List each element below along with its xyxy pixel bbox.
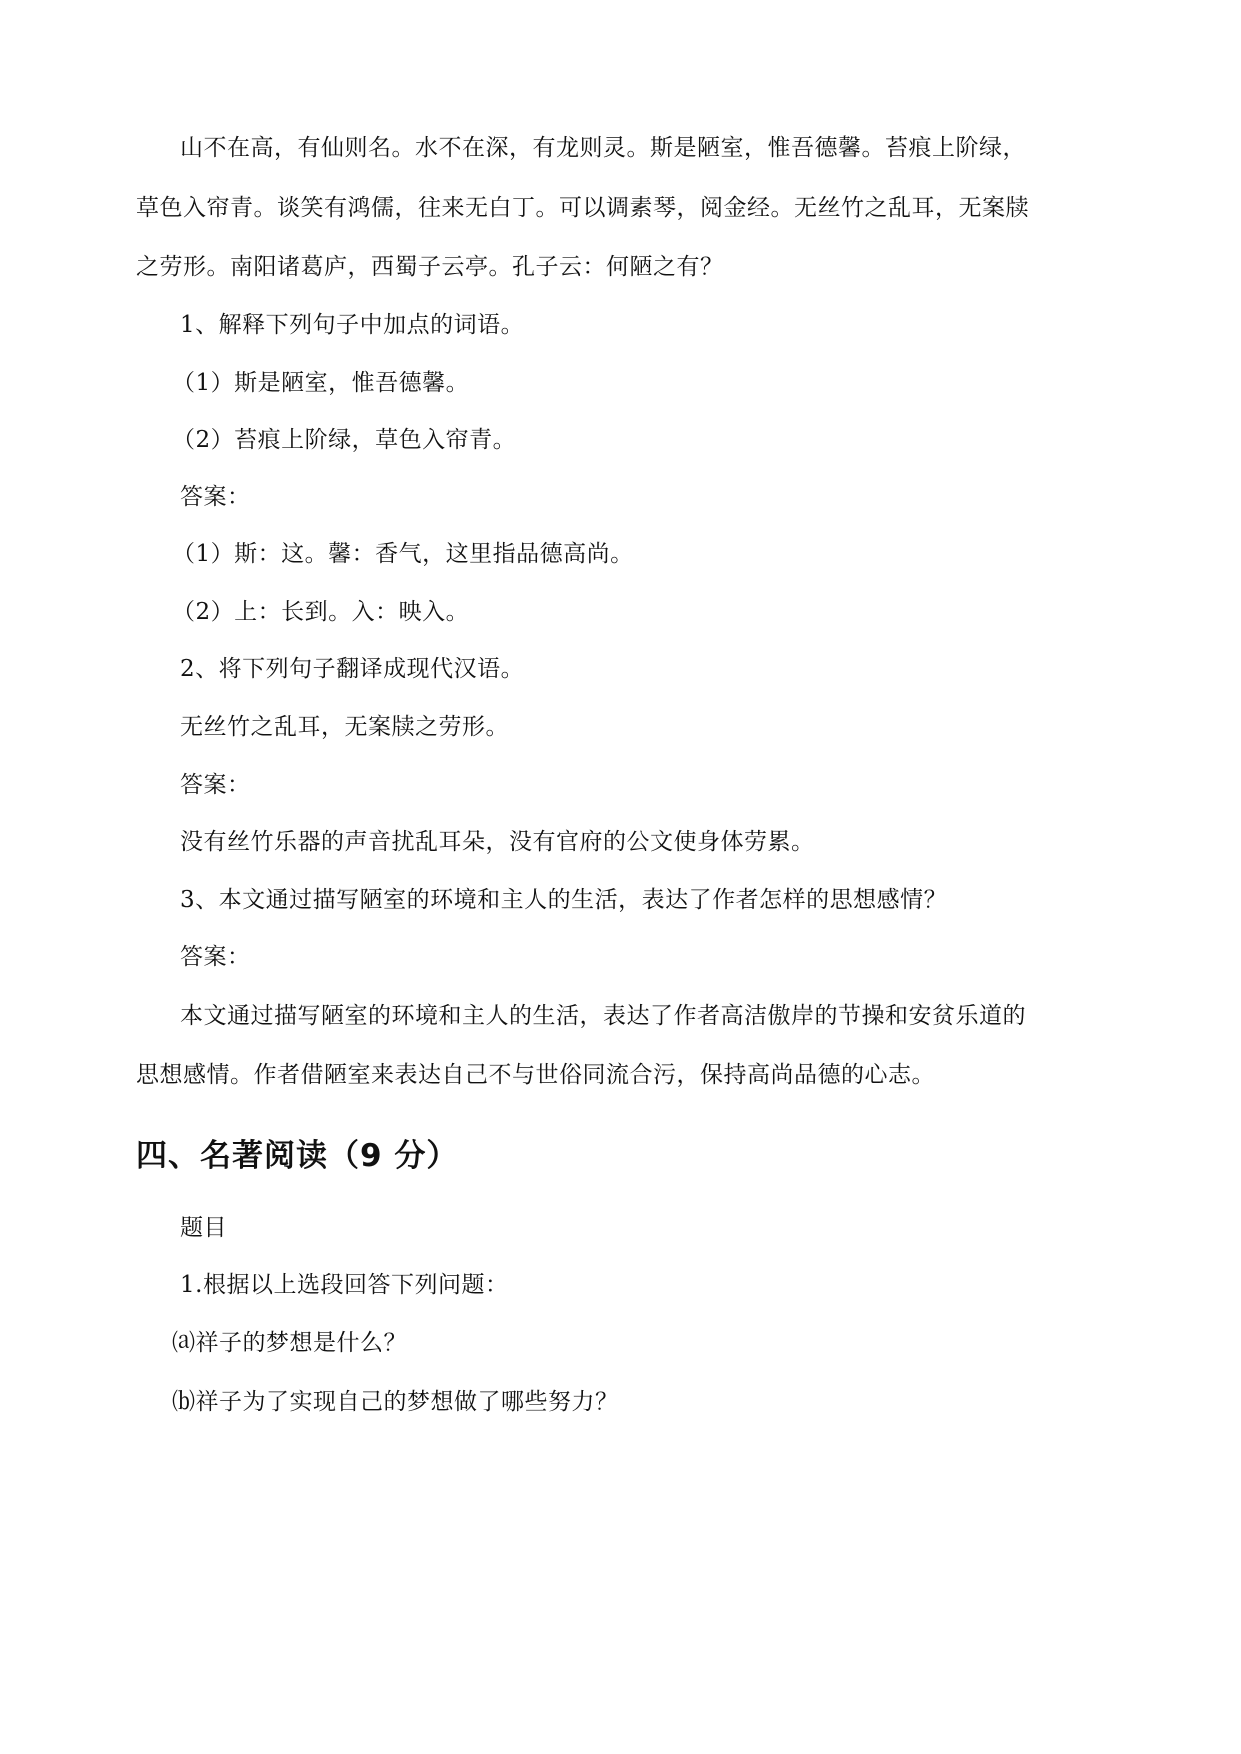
question-2-prompt: 2、将下列句子翻译成现代汉语。 — [180, 656, 525, 682]
question-3-answer-label: 答案： — [180, 944, 251, 970]
question-1-answer-1: （1）斯：这。馨：香气，这里指品德高尚。 — [172, 541, 634, 567]
passage-line-3: 之劳形。南阳诸葛庐，西蜀子云亭。孔子云：何陋之有？ — [136, 254, 724, 280]
section-4-sub-question-a: ⒜祥子的梦想是什么？ — [172, 1330, 407, 1356]
section-4-sub-question-b: ⒝祥子为了实现自己的梦想做了哪些努力？ — [172, 1389, 619, 1415]
passage-line-2: 草色入帘青。谈笑有鸿儒，往来无白丁。可以调素琴，阅金经。无丝竹之乱耳，无案牍 — [136, 195, 1029, 221]
question-3-answer-line-1: 本文通过描写陋室的环境和主人的生活，表达了作者高洁傲岸的节操和安贫乐道的 — [180, 1003, 1026, 1029]
section-4-topic-label: 题目 — [180, 1215, 227, 1241]
question-1-item-1: （1）斯是陋室，惟吾德馨。 — [172, 370, 470, 396]
question-2-sentence: 无丝竹之乱耳，无案牍之劳形。 — [180, 714, 509, 740]
question-1-item-2: （2）苔痕上阶绿，草色入帘青。 — [172, 427, 517, 453]
question-2-answer-label: 答案： — [180, 772, 251, 798]
question-1-answer-2: （2）上：长到。入：映入。 — [172, 599, 470, 625]
question-1-prompt: 1、解释下列句子中加点的词语。 — [180, 312, 525, 338]
passage-line-1: 山不在高，有仙则名。水不在深，有龙则灵。斯是陋室，惟吾德馨。苔痕上阶绿， — [180, 135, 1026, 161]
question-2-answer: 没有丝竹乐器的声音扰乱耳朵，没有官府的公文使身体劳累。 — [180, 829, 815, 855]
section-4-heading: 四、名著阅读（9 分） — [136, 1138, 459, 1174]
question-3-answer-line-2: 思想感情。作者借陋室来表达自己不与世俗同流合污，保持高尚品德的心志。 — [136, 1062, 935, 1088]
question-1-answer-label: 答案： — [180, 484, 251, 510]
section-4-question-1-prompt: 1.根据以上选段回答下列问题： — [180, 1272, 509, 1298]
question-3-prompt: 3、本文通过描写陋室的环境和主人的生活，表达了作者怎样的思想感情？ — [180, 887, 948, 913]
